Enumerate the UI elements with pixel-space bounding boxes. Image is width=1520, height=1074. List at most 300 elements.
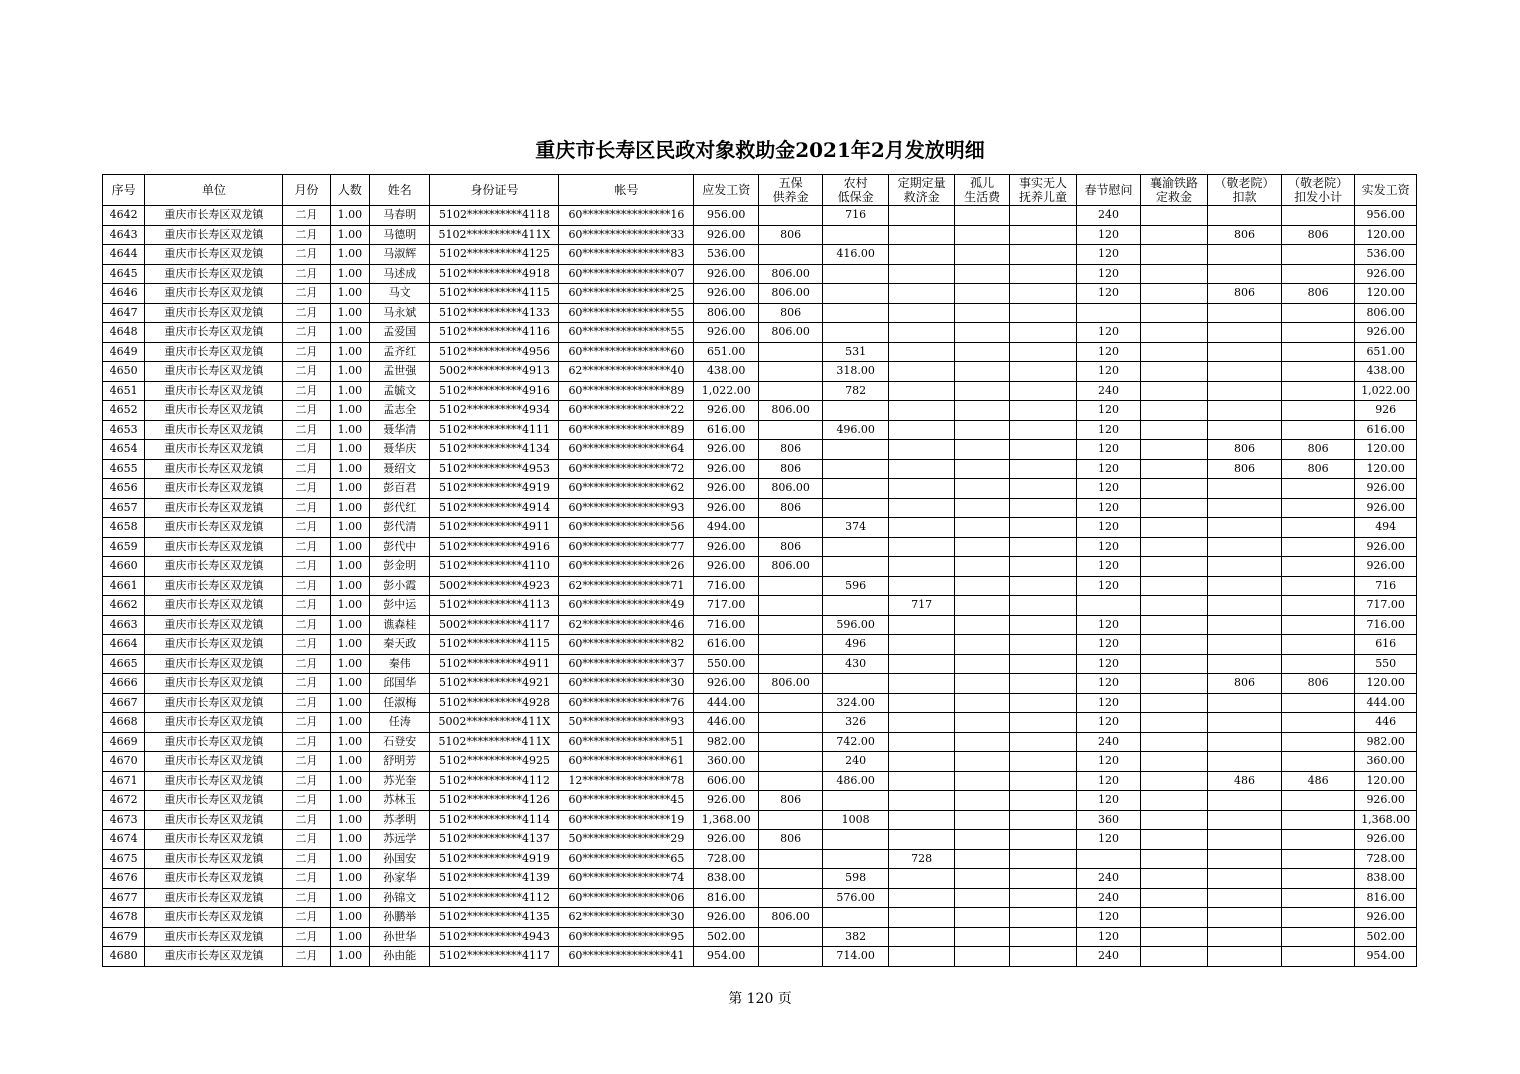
cell-month: 二月 <box>283 947 330 967</box>
cell-spring-festival-condolence: 120 <box>1077 635 1140 655</box>
cell-id-number: 5102**********4911 <box>430 518 559 538</box>
cell-nursing-home-deduction <box>1208 245 1282 265</box>
cell-account-number: 60****************89 <box>559 420 694 440</box>
cell-five-guarantee-support: 806 <box>758 498 822 518</box>
header-nursing-home-deduction: （敬老院） 扣款 <box>1208 175 1282 206</box>
cell-orphan-living-allowance <box>955 752 1009 772</box>
cell-nursing-home-deduction <box>1208 342 1282 362</box>
cell-name: 孟志全 <box>370 401 430 421</box>
table-row <box>103 401 1417 421</box>
header-spring-festival-condolence: 春节慰问 <box>1077 175 1140 206</box>
cell-five-guarantee-support <box>758 518 822 538</box>
cell-id-number: 5102**********4118 <box>430 206 559 226</box>
cell-gross-pay: 926.00 <box>694 537 758 557</box>
cell-account-number: 60****************95 <box>559 927 694 947</box>
cell-person-count: 1.00 <box>330 752 369 772</box>
cell-person-count: 1.00 <box>330 635 369 655</box>
cell-month: 二月 <box>283 440 330 460</box>
table-row <box>103 381 1417 401</box>
cell-unit: 重庆市长寿区双龙镇 <box>145 596 283 616</box>
cell-name: 孟爱国 <box>370 323 430 343</box>
cell-de-facto-orphan <box>1009 576 1077 596</box>
cell-nursing-home-deduction-subtotal <box>1281 927 1355 947</box>
cell-name: 孙鹏举 <box>370 908 430 928</box>
cell-orphan-living-allowance <box>955 479 1009 499</box>
table-row <box>103 947 1417 967</box>
cell-account-number: 60****************55 <box>559 323 694 343</box>
cell-nursing-home-deduction-subtotal <box>1281 264 1355 284</box>
cell-net-pay: 926 <box>1355 401 1417 421</box>
cell-nursing-home-deduction <box>1208 810 1282 830</box>
cell-regular-relief <box>888 459 955 479</box>
cell-spring-festival-condolence: 360 <box>1077 810 1140 830</box>
cell-xiangyu-railway-relief <box>1140 459 1208 479</box>
header-unit: 单位 <box>145 175 283 206</box>
cell-five-guarantee-support: 806.00 <box>758 401 822 421</box>
cell-spring-festival-condolence: 240 <box>1077 947 1140 967</box>
cell-serial-number: 4661 <box>103 576 145 596</box>
table-row <box>103 362 1417 382</box>
cell-nursing-home-deduction-subtotal <box>1281 908 1355 928</box>
cell-xiangyu-railway-relief <box>1140 908 1208 928</box>
cell-orphan-living-allowance <box>955 420 1009 440</box>
cell-five-guarantee-support <box>758 713 822 733</box>
cell-five-guarantee-support: 806 <box>758 303 822 323</box>
cell-orphan-living-allowance <box>955 849 1009 869</box>
cell-name: 马永斌 <box>370 303 430 323</box>
cell-id-number: 5002**********411X <box>430 713 559 733</box>
cell-de-facto-orphan <box>1009 888 1077 908</box>
cell-nursing-home-deduction-subtotal <box>1281 401 1355 421</box>
cell-regular-relief <box>888 323 955 343</box>
cell-de-facto-orphan <box>1009 479 1077 499</box>
cell-name: 孟毓文 <box>370 381 430 401</box>
cell-xiangyu-railway-relief <box>1140 401 1208 421</box>
cell-de-facto-orphan <box>1009 362 1077 382</box>
cell-nursing-home-deduction: 806 <box>1208 440 1282 460</box>
cell-net-pay: 120.00 <box>1355 225 1417 245</box>
cell-rural-subsistence <box>823 596 888 616</box>
cell-account-number: 62****************40 <box>559 362 694 382</box>
cell-unit: 重庆市长寿区双龙镇 <box>145 537 283 557</box>
cell-id-number: 5102**********4956 <box>430 342 559 362</box>
cell-person-count: 1.00 <box>330 576 369 596</box>
payment-table <box>102 174 1417 967</box>
cell-nursing-home-deduction <box>1208 576 1282 596</box>
table-row <box>103 752 1417 772</box>
cell-rural-subsistence: 598 <box>823 869 888 889</box>
cell-spring-festival-condolence: 120 <box>1077 752 1140 772</box>
table-row <box>103 342 1417 362</box>
cell-orphan-living-allowance <box>955 342 1009 362</box>
cell-unit: 重庆市长寿区双龙镇 <box>145 752 283 772</box>
cell-person-count: 1.00 <box>330 440 369 460</box>
cell-unit: 重庆市长寿区双龙镇 <box>145 732 283 752</box>
cell-month: 二月 <box>283 596 330 616</box>
cell-id-number: 5102**********4115 <box>430 635 559 655</box>
cell-rural-subsistence: 416.00 <box>823 245 888 265</box>
cell-month: 二月 <box>283 245 330 265</box>
cell-account-number: 60****************82 <box>559 635 694 655</box>
table-row <box>103 791 1417 811</box>
cell-orphan-living-allowance <box>955 225 1009 245</box>
cell-spring-festival-condolence: 120 <box>1077 713 1140 733</box>
cell-rural-subsistence: 374 <box>823 518 888 538</box>
cell-xiangyu-railway-relief <box>1140 713 1208 733</box>
cell-month: 二月 <box>283 323 330 343</box>
cell-name: 苏林玉 <box>370 791 430 811</box>
cell-rural-subsistence: 486.00 <box>823 771 888 791</box>
cell-account-number: 50****************93 <box>559 713 694 733</box>
cell-nursing-home-deduction: 806 <box>1208 284 1282 304</box>
cell-regular-relief <box>888 479 955 499</box>
cell-orphan-living-allowance <box>955 518 1009 538</box>
cell-regular-relief <box>888 947 955 967</box>
cell-rural-subsistence: 496.00 <box>823 420 888 440</box>
cell-name: 舒明芳 <box>370 752 430 772</box>
cell-de-facto-orphan <box>1009 830 1077 850</box>
cell-person-count: 1.00 <box>330 674 369 694</box>
cell-xiangyu-railway-relief <box>1140 206 1208 226</box>
cell-orphan-living-allowance <box>955 869 1009 889</box>
cell-gross-pay: 926.00 <box>694 791 758 811</box>
cell-person-count: 1.00 <box>330 596 369 616</box>
cell-person-count: 1.00 <box>330 225 369 245</box>
cell-id-number: 5102**********4112 <box>430 888 559 908</box>
cell-rural-subsistence: 576.00 <box>823 888 888 908</box>
cell-id-number: 5102**********4139 <box>430 869 559 889</box>
cell-person-count: 1.00 <box>330 830 369 850</box>
cell-regular-relief <box>888 908 955 928</box>
cell-serial-number: 4677 <box>103 888 145 908</box>
cell-net-pay: 438.00 <box>1355 362 1417 382</box>
cell-five-guarantee-support: 806.00 <box>758 908 822 928</box>
cell-five-guarantee-support: 806 <box>758 459 822 479</box>
cell-regular-relief <box>888 303 955 323</box>
cell-person-count: 1.00 <box>330 791 369 811</box>
cell-xiangyu-railway-relief <box>1140 342 1208 362</box>
cell-unit: 重庆市长寿区双龙镇 <box>145 381 283 401</box>
table-row <box>103 498 1417 518</box>
cell-orphan-living-allowance <box>955 459 1009 479</box>
cell-de-facto-orphan <box>1009 498 1077 518</box>
cell-regular-relief <box>888 264 955 284</box>
cell-name: 马文 <box>370 284 430 304</box>
cell-person-count: 1.00 <box>330 303 369 323</box>
cell-id-number: 5102**********411X <box>430 732 559 752</box>
cell-month: 二月 <box>283 693 330 713</box>
cell-five-guarantee-support <box>758 245 822 265</box>
cell-de-facto-orphan <box>1009 654 1077 674</box>
cell-rural-subsistence: 430 <box>823 654 888 674</box>
cell-orphan-living-allowance <box>955 771 1009 791</box>
cell-orphan-living-allowance <box>955 362 1009 382</box>
cell-rural-subsistence: 240 <box>823 752 888 772</box>
cell-serial-number: 4644 <box>103 245 145 265</box>
header-serial-number: 序号 <box>103 175 145 206</box>
cell-net-pay: 838.00 <box>1355 869 1417 889</box>
cell-rural-subsistence: 496 <box>823 635 888 655</box>
cell-person-count: 1.00 <box>330 401 369 421</box>
cell-gross-pay: 536.00 <box>694 245 758 265</box>
cell-regular-relief <box>888 752 955 772</box>
cell-account-number: 50****************29 <box>559 830 694 850</box>
table-row <box>103 849 1417 869</box>
cell-spring-festival-condolence: 240 <box>1077 869 1140 889</box>
cell-orphan-living-allowance <box>955 381 1009 401</box>
cell-month: 二月 <box>283 927 330 947</box>
cell-rural-subsistence <box>823 459 888 479</box>
cell-orphan-living-allowance <box>955 830 1009 850</box>
cell-net-pay: 954.00 <box>1355 947 1417 967</box>
cell-rural-subsistence: 318.00 <box>823 362 888 382</box>
cell-spring-festival-condolence: 120 <box>1077 791 1140 811</box>
cell-nursing-home-deduction-subtotal <box>1281 303 1355 323</box>
cell-account-number: 62****************71 <box>559 576 694 596</box>
cell-de-facto-orphan <box>1009 342 1077 362</box>
cell-unit: 重庆市长寿区双龙镇 <box>145 264 283 284</box>
cell-de-facto-orphan <box>1009 732 1077 752</box>
cell-unit: 重庆市长寿区双龙镇 <box>145 849 283 869</box>
cell-xiangyu-railway-relief <box>1140 830 1208 850</box>
cell-rural-subsistence: 716 <box>823 206 888 226</box>
cell-rural-subsistence <box>823 498 888 518</box>
cell-person-count: 1.00 <box>330 557 369 577</box>
cell-gross-pay: 982.00 <box>694 732 758 752</box>
cell-five-guarantee-support: 806.00 <box>758 479 822 499</box>
cell-nursing-home-deduction <box>1208 401 1282 421</box>
cell-five-guarantee-support: 806 <box>758 537 822 557</box>
cell-serial-number: 4674 <box>103 830 145 850</box>
cell-account-number: 60****************41 <box>559 947 694 967</box>
cell-account-number: 60****************74 <box>559 869 694 889</box>
cell-de-facto-orphan <box>1009 537 1077 557</box>
cell-person-count: 1.00 <box>330 420 369 440</box>
table-row <box>103 323 1417 343</box>
cell-nursing-home-deduction <box>1208 498 1282 518</box>
cell-unit: 重庆市长寿区双龙镇 <box>145 713 283 733</box>
cell-name: 任淑梅 <box>370 693 430 713</box>
cell-nursing-home-deduction-subtotal: 806 <box>1281 674 1355 694</box>
cell-name: 聂华清 <box>370 420 430 440</box>
cell-name: 任涛 <box>370 713 430 733</box>
cell-name: 孙家华 <box>370 869 430 889</box>
cell-serial-number: 4679 <box>103 927 145 947</box>
cell-account-number: 60****************65 <box>559 849 694 869</box>
cell-net-pay: 616.00 <box>1355 420 1417 440</box>
cell-account-number: 60****************62 <box>559 479 694 499</box>
cell-account-number: 60****************22 <box>559 401 694 421</box>
cell-account-number: 60****************76 <box>559 693 694 713</box>
cell-nursing-home-deduction-subtotal <box>1281 732 1355 752</box>
header-five-guarantee-support: 五保 供养金 <box>758 175 822 206</box>
cell-unit: 重庆市长寿区双龙镇 <box>145 654 283 674</box>
cell-account-number: 60****************61 <box>559 752 694 772</box>
cell-person-count: 1.00 <box>330 381 369 401</box>
cell-net-pay: 926.00 <box>1355 479 1417 499</box>
cell-orphan-living-allowance <box>955 810 1009 830</box>
cell-month: 二月 <box>283 206 330 226</box>
cell-name: 聂华庆 <box>370 440 430 460</box>
cell-de-facto-orphan <box>1009 927 1077 947</box>
cell-name: 彭小霞 <box>370 576 430 596</box>
cell-de-facto-orphan <box>1009 635 1077 655</box>
cell-gross-pay: 926.00 <box>694 284 758 304</box>
cell-nursing-home-deduction <box>1208 381 1282 401</box>
cell-rural-subsistence: 531 <box>823 342 888 362</box>
cell-orphan-living-allowance <box>955 908 1009 928</box>
cell-person-count: 1.00 <box>330 947 369 967</box>
cell-name: 孙世华 <box>370 927 430 947</box>
page-title: 重庆市长寿区民政对象救助金2021年2月发放明细 <box>535 138 985 162</box>
cell-rural-subsistence <box>823 264 888 284</box>
cell-gross-pay: 926.00 <box>694 264 758 284</box>
cell-spring-festival-condolence: 120 <box>1077 498 1140 518</box>
cell-net-pay: 550 <box>1355 654 1417 674</box>
cell-rural-subsistence <box>823 303 888 323</box>
cell-unit: 重庆市长寿区双龙镇 <box>145 576 283 596</box>
cell-id-number: 5102**********4953 <box>430 459 559 479</box>
cell-five-guarantee-support <box>758 849 822 869</box>
cell-net-pay: 926.00 <box>1355 830 1417 850</box>
cell-de-facto-orphan <box>1009 869 1077 889</box>
cell-net-pay: 816.00 <box>1355 888 1417 908</box>
cell-rural-subsistence <box>823 284 888 304</box>
cell-name: 彭中运 <box>370 596 430 616</box>
cell-xiangyu-railway-relief <box>1140 557 1208 577</box>
cell-xiangyu-railway-relief <box>1140 615 1208 635</box>
cell-unit: 重庆市长寿区双龙镇 <box>145 323 283 343</box>
cell-month: 二月 <box>283 303 330 323</box>
cell-regular-relief <box>888 654 955 674</box>
cell-month: 二月 <box>283 830 330 850</box>
cell-spring-festival-condolence: 120 <box>1077 537 1140 557</box>
cell-gross-pay: 926.00 <box>694 479 758 499</box>
cell-person-count: 1.00 <box>330 362 369 382</box>
cell-nursing-home-deduction <box>1208 518 1282 538</box>
cell-nursing-home-deduction-subtotal: 806 <box>1281 284 1355 304</box>
cell-name: 苏光奎 <box>370 771 430 791</box>
cell-net-pay: 444.00 <box>1355 693 1417 713</box>
cell-month: 二月 <box>283 479 330 499</box>
cell-rural-subsistence <box>823 908 888 928</box>
cell-id-number: 5002**********4913 <box>430 362 559 382</box>
cell-account-number: 60****************60 <box>559 342 694 362</box>
cell-de-facto-orphan <box>1009 674 1077 694</box>
cell-id-number: 5102**********4943 <box>430 927 559 947</box>
cell-net-pay: 616 <box>1355 635 1417 655</box>
cell-xiangyu-railway-relief <box>1140 869 1208 889</box>
cell-month: 二月 <box>283 908 330 928</box>
cell-xiangyu-railway-relief <box>1140 771 1208 791</box>
cell-month: 二月 <box>283 849 330 869</box>
table-row <box>103 908 1417 928</box>
cell-serial-number: 4671 <box>103 771 145 791</box>
cell-id-number: 5102**********4914 <box>430 498 559 518</box>
cell-unit: 重庆市长寿区双龙镇 <box>145 362 283 382</box>
cell-nursing-home-deduction-subtotal: 806 <box>1281 225 1355 245</box>
cell-net-pay: 360.00 <box>1355 752 1417 772</box>
cell-serial-number: 4649 <box>103 342 145 362</box>
cell-month: 二月 <box>283 459 330 479</box>
table-row <box>103 713 1417 733</box>
cell-nursing-home-deduction <box>1208 752 1282 772</box>
cell-serial-number: 4669 <box>103 732 145 752</box>
cell-id-number: 5002**********4117 <box>430 615 559 635</box>
cell-person-count: 1.00 <box>330 810 369 830</box>
cell-unit: 重庆市长寿区双龙镇 <box>145 498 283 518</box>
cell-orphan-living-allowance <box>955 615 1009 635</box>
cell-regular-relief <box>888 927 955 947</box>
cell-orphan-living-allowance <box>955 245 1009 265</box>
cell-spring-festival-condolence: 240 <box>1077 206 1140 226</box>
cell-nursing-home-deduction: 806 <box>1208 459 1282 479</box>
cell-gross-pay: 616.00 <box>694 420 758 440</box>
table-row <box>103 479 1417 499</box>
cell-unit: 重庆市长寿区双龙镇 <box>145 791 283 811</box>
cell-nursing-home-deduction-subtotal <box>1281 206 1355 226</box>
cell-name: 马德明 <box>370 225 430 245</box>
cell-gross-pay: 926.00 <box>694 323 758 343</box>
cell-nursing-home-deduction-subtotal <box>1281 342 1355 362</box>
cell-person-count: 1.00 <box>330 284 369 304</box>
cell-account-number: 60****************51 <box>559 732 694 752</box>
cell-gross-pay: 446.00 <box>694 713 758 733</box>
cell-five-guarantee-support <box>758 771 822 791</box>
cell-five-guarantee-support <box>758 342 822 362</box>
header-account-number: 帐号 <box>559 175 694 206</box>
cell-regular-relief <box>888 869 955 889</box>
cell-spring-festival-condolence: 120 <box>1077 830 1140 850</box>
cell-name: 孙锦文 <box>370 888 430 908</box>
cell-name: 石登安 <box>370 732 430 752</box>
cell-nursing-home-deduction <box>1208 596 1282 616</box>
cell-gross-pay: 954.00 <box>694 947 758 967</box>
cell-unit: 重庆市长寿区双龙镇 <box>145 557 283 577</box>
table-row <box>103 810 1417 830</box>
cell-gross-pay: 926.00 <box>694 459 758 479</box>
cell-account-number: 60****************25 <box>559 284 694 304</box>
cell-de-facto-orphan <box>1009 284 1077 304</box>
cell-serial-number: 4652 <box>103 401 145 421</box>
cell-xiangyu-railway-relief <box>1140 635 1208 655</box>
table-row <box>103 284 1417 304</box>
cell-xiangyu-railway-relief <box>1140 654 1208 674</box>
cell-name: 邱国华 <box>370 674 430 694</box>
cell-month: 二月 <box>283 888 330 908</box>
cell-xiangyu-railway-relief <box>1140 537 1208 557</box>
cell-account-number: 60****************89 <box>559 381 694 401</box>
table-row <box>103 869 1417 889</box>
cell-month: 二月 <box>283 284 330 304</box>
cell-serial-number: 4655 <box>103 459 145 479</box>
cell-person-count: 1.00 <box>330 245 369 265</box>
cell-nursing-home-deduction-subtotal <box>1281 479 1355 499</box>
cell-rural-subsistence <box>823 557 888 577</box>
cell-de-facto-orphan <box>1009 947 1077 967</box>
cell-regular-relief <box>888 830 955 850</box>
cell-net-pay: 806.00 <box>1355 303 1417 323</box>
cell-gross-pay: 926.00 <box>694 557 758 577</box>
cell-nursing-home-deduction-subtotal <box>1281 537 1355 557</box>
cell-net-pay: 716.00 <box>1355 615 1417 635</box>
cell-unit: 重庆市长寿区双龙镇 <box>145 206 283 226</box>
cell-rural-subsistence <box>823 401 888 421</box>
cell-month: 二月 <box>283 810 330 830</box>
cell-nursing-home-deduction-subtotal <box>1281 752 1355 772</box>
cell-nursing-home-deduction: 486 <box>1208 771 1282 791</box>
cell-month: 二月 <box>283 771 330 791</box>
